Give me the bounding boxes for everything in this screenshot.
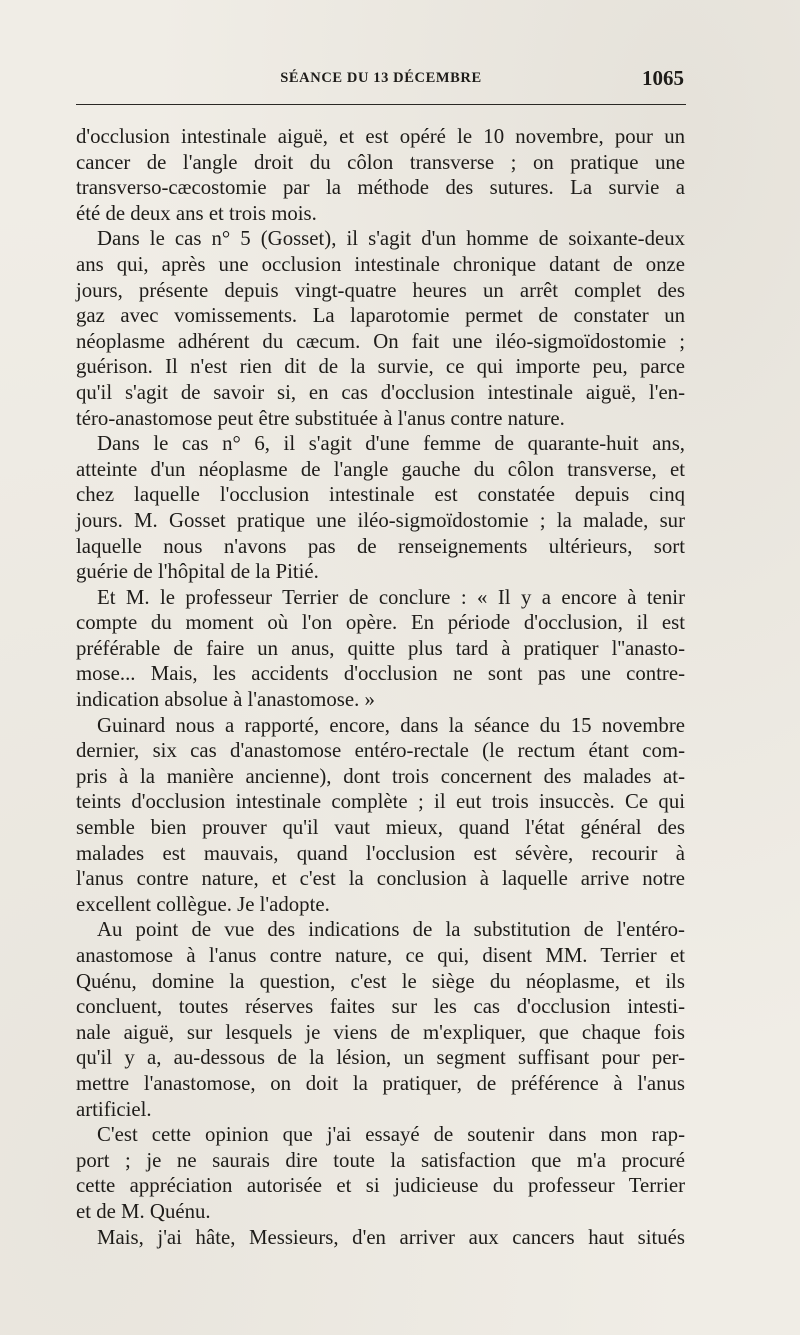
text-line: d'occlusion intestinale aiguë, et est opéré le 10 novembre, pour un — [76, 125, 685, 148]
text-line: semble bien prouver qu'il vaut mieux, quand l'état général des — [76, 816, 685, 840]
text-line: ans qui, après une occlusion intestinale chronique datant de onze — [76, 252, 685, 276]
text-line: été de deux ans et trois mois. — [76, 201, 317, 225]
text-line: Dans le cas n° 5 (Gosset), il s'agit d'un homme de soixante-deux — [97, 227, 685, 251]
text-line: indication absolue à l'anastomose. » — [76, 688, 375, 712]
text-line: cancer de l'angle droit du côlon transverse ; on pratique une — [76, 150, 685, 174]
body-text — [76, 124, 685, 1250]
running-head — [76, 66, 686, 92]
text-line: nale aiguë, sur lesquels je viens de m'expliquer, que chaque fois — [76, 1020, 685, 1044]
text-line: concluent, toutes réserves faites sur les cas d'occlusion intesti- — [76, 995, 685, 1019]
text-line: pris à la manière ancienne), dont trois concernent des malades at- — [76, 764, 685, 788]
text-line: teints d'occlusion intestinale complète ; il eut trois insuccès. Ce qui — [76, 790, 685, 814]
text-line: qu'il s'agit de savoir si, en cas d'occlusion intestinale aiguë, l'en- — [76, 380, 685, 404]
text-line: artificiel. — [76, 1097, 152, 1121]
text-line: Dans le cas n° 6, il s'agit d'une femme de quarante-huit ans, — [97, 432, 685, 456]
text-line: mose... Mais, les accidents d'occlusion ne sont pas une contre- — [76, 662, 685, 686]
running-title: SÉANCE DU 13 DÉCEMBRE — [280, 70, 482, 86]
text-line: malades est mauvais, quand l'occlusion est sévère, recourir à — [76, 841, 685, 865]
text-line: compte du moment où l'on opère. En période d'occlusion, il est — [76, 611, 685, 635]
text-line: Quénu, domine la question, c'est le siège du néoplasme, et ils — [76, 969, 685, 993]
text-line: C'est cette opinion que j'ai essayé de soutenir dans mon rap- — [97, 1123, 685, 1147]
text-line: Et M. le professeur Terrier de conclure : « Il y a encore à tenir — [97, 585, 685, 609]
text-line: port ; je ne saurais dire toute la satisfaction que m'a procuré — [76, 1148, 685, 1172]
text-line: Mais, j'ai hâte, Messieurs, d'en arriver aux cancers haut situés — [97, 1225, 685, 1249]
text-line: guérison. Il n'est rien dit de la survie, ce qui importe peu, parce — [76, 355, 685, 379]
text-line: préférable de faire un anus, quitte plus tard à pratiquer l''anasto- — [76, 636, 685, 660]
text-line: jours, présente depuis vingt-quatre heures un arrêt complet des — [76, 278, 685, 302]
text-line: néoplasme adhérent du cæcum. On fait une iléo-sigmoïdostomie ; — [76, 329, 685, 353]
text-line: mettre l'anastomose, on doit la pratiquer, de préférence à l'anus — [76, 1071, 685, 1095]
text-line: gaz avec vomissements. La laparotomie permet de constater un — [76, 304, 685, 328]
text-line: laquelle nous n'avons pas de renseignements ultérieurs, sort — [76, 534, 685, 558]
text-line: Au point de vue des indications de la substitution de l'entéro- — [97, 918, 685, 942]
text-line: et de M. Quénu. — [76, 1199, 211, 1223]
text-line: qu'il y a, au-dessous de la lésion, un segment suffisant pour per- — [76, 1046, 685, 1070]
text-line: chez laquelle l'occlusion intestinale est constatée depuis cinq — [76, 483, 685, 507]
text-line: jours. M. Gosset pratique une iléo-sigmoïdostomie ; la malade, sur — [76, 508, 685, 532]
text-line: excellent collègue. Je l'adopte. — [76, 892, 330, 916]
text-line: transverso-cæcostomie par la méthode des sutures. La survie a — [76, 176, 685, 200]
text-line: Guinard nous a rapporté, encore, dans la séance du 15 novembre — [97, 713, 685, 737]
text-line: guérie de l'hôpital de la Pitié. — [76, 560, 319, 584]
text-line: téro-anastomose peut être substituée à l'anus contre nature. — [76, 406, 565, 430]
text-line: atteinte d'un néoplasme de l'angle gauche du côlon transverse, et — [76, 457, 685, 481]
page-number: 1065 — [642, 66, 684, 90]
text-line: dernier, six cas d'anastomose entéro-rectale (le rectum étant com- — [76, 739, 685, 763]
text-line: anastomose à l'anus contre nature, ce qui, disent MM. Terrier et — [76, 944, 685, 967]
text-line: l'anus contre nature, et c'est la conclusion à laquelle arrive notre — [76, 867, 685, 891]
text-line: cette appréciation autorisée et si judicieuse du professeur Terrier — [76, 1174, 685, 1198]
header-rule — [76, 104, 686, 105]
